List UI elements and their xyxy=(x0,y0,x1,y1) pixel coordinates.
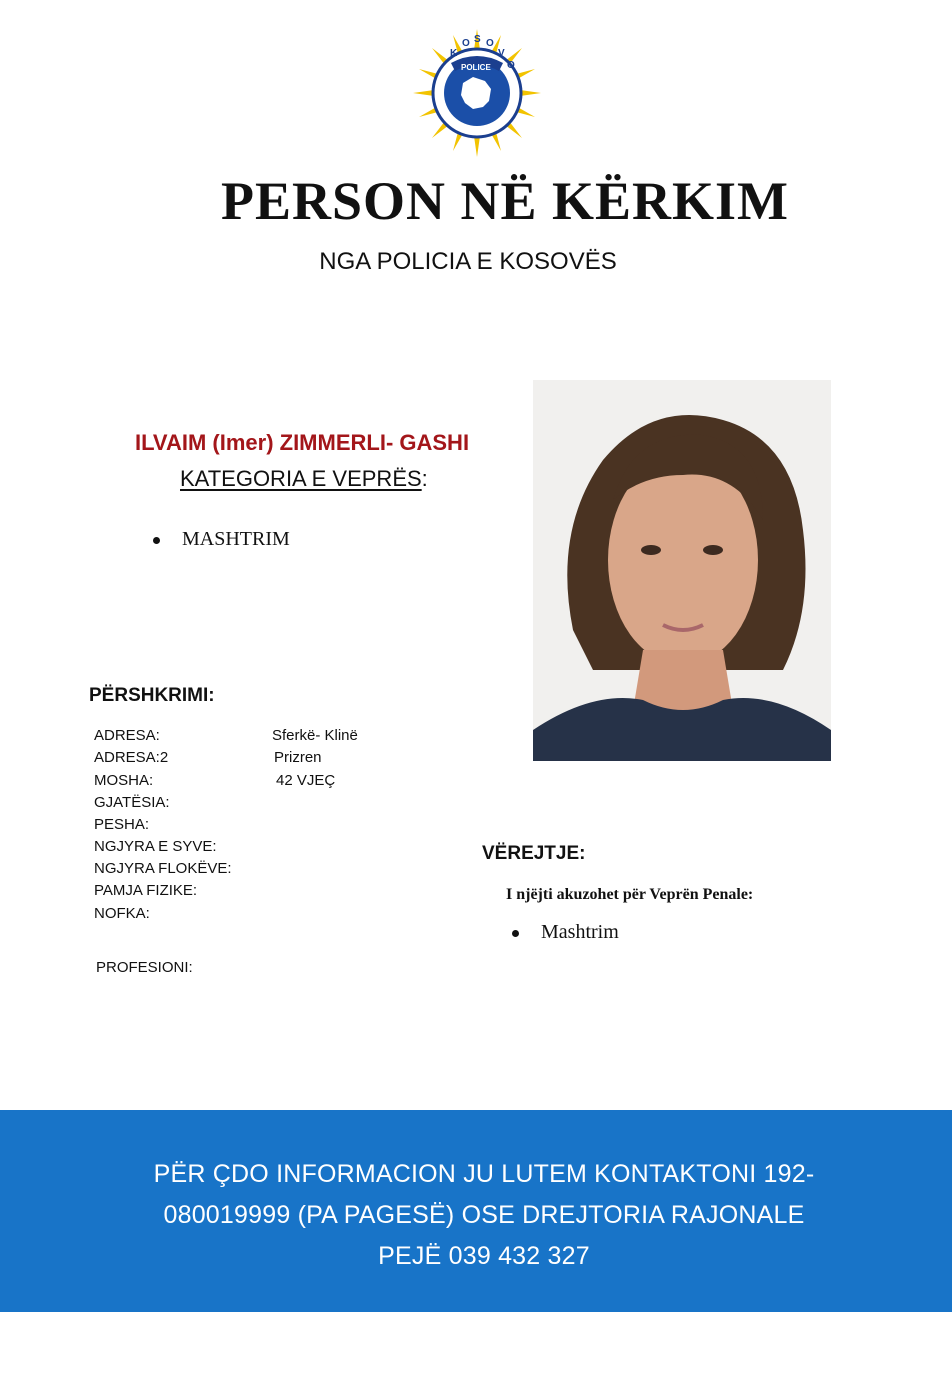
description-row-label: ADRESA:2 xyxy=(94,749,169,766)
suspect-photo xyxy=(533,380,831,761)
description-row-label: PROFESIONI: xyxy=(96,959,193,976)
remarks-heading: VËREJTJE: xyxy=(482,843,586,864)
svg-text:S: S xyxy=(474,34,481,45)
svg-text:O: O xyxy=(486,38,494,49)
description-row-value: 42 VJEÇ xyxy=(276,772,336,789)
offense-list-item xyxy=(153,528,290,551)
page-title: PERSON NË KËRKIM xyxy=(220,171,790,231)
remarks-list-item xyxy=(512,921,619,944)
offense-category-colon: : xyxy=(421,466,428,491)
description-row-label: GJATËSIA: xyxy=(94,794,170,811)
svg-text:POLICE: POLICE xyxy=(461,63,491,72)
description-row-label: PAMJA FIZIKE: xyxy=(94,882,198,899)
bullet-icon xyxy=(512,930,519,937)
offense-category-label xyxy=(180,466,428,492)
contact-banner xyxy=(0,1110,952,1312)
bullet-icon xyxy=(153,537,160,544)
contact-line: PËR ÇDO INFORMACION JU LUTEM KONTAKTONI 192- xyxy=(153,1160,815,1188)
description-row-label: PESHA: xyxy=(94,816,150,833)
description-row-label: NOFKA: xyxy=(94,905,150,922)
contact-line: PEJË 039 432 327 xyxy=(378,1242,590,1270)
svg-text:O: O xyxy=(507,60,515,71)
description-row-label: MOSHA: xyxy=(94,772,154,789)
svg-text:O: O xyxy=(462,38,470,49)
offense-category-text: KATEGORIA E VEPRËS xyxy=(180,466,422,491)
page-subtitle: NGA POLICIA E KOSOVËS xyxy=(319,248,617,275)
description-row-label: ADRESA: xyxy=(94,727,160,744)
svg-text:K: K xyxy=(450,48,458,59)
offense-text: MASHTRIM xyxy=(182,528,290,550)
contact-text xyxy=(0,1154,952,1277)
description-heading: PËRSHKRIMI: xyxy=(89,685,215,706)
svg-text:V: V xyxy=(498,48,505,59)
remarks-text: I njëjti akuzohet për Veprën Penale: xyxy=(506,886,754,903)
description-row-label: NGJYRA E SYVE: xyxy=(94,838,217,855)
description-row-label: NGJYRA FLOKËVE: xyxy=(94,860,232,877)
remarks-item-text: Mashtrim xyxy=(541,921,619,943)
suspect-name: ILVAIM (Imer) ZIMMERLI- GASHI xyxy=(135,430,470,455)
description-row-value: Prizren xyxy=(274,749,322,766)
description-row-value: Sferkë- Klinë xyxy=(272,727,358,744)
contact-line: 080019999 (PA PAGESË) OSE DREJTORIA RAJONALE xyxy=(163,1201,805,1229)
kosovo-police-emblem xyxy=(412,28,542,158)
